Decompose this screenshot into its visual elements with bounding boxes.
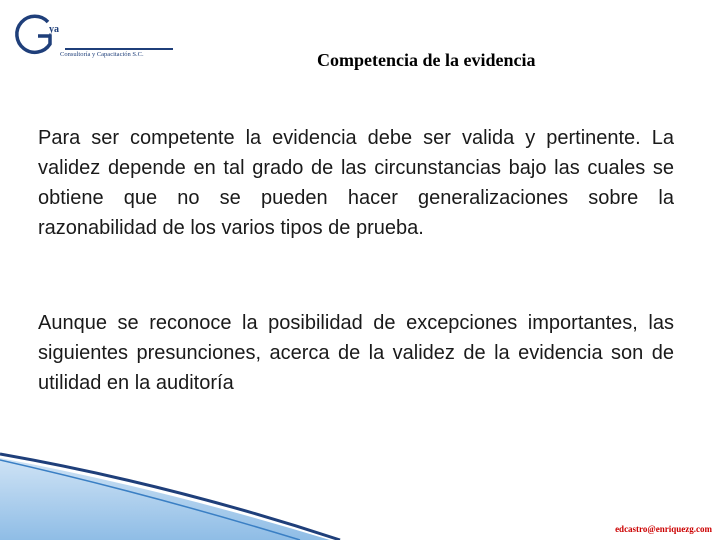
logo-underline <box>65 48 173 50</box>
paragraph-1: Para ser competente la evidencia debe ser valida y pertinente. La validez depende en tal grado de las circunstancias bajo las cuales se obtiene que no se pueden hacer generalizaciones sobre la razonabilidad de los varios tipos de prueba. <box>38 127 674 239</box>
company-logo <box>10 10 170 60</box>
paragraph-2: Aunque se reconoce la posibilidad de excepciones importantes, las siguientes presunciones, acerca de la validez de la evidencia son de utilidad en la auditoría <box>38 312 674 394</box>
decorative-wave <box>0 448 720 540</box>
logo-ya-text: ya <box>49 24 59 35</box>
footer-email: edcastro@enriquezg.com <box>615 524 712 534</box>
slide-title: Competencia de la evidencia <box>317 50 536 70</box>
logo-caption: Consultoría y Capacitación S.C. <box>60 51 144 58</box>
